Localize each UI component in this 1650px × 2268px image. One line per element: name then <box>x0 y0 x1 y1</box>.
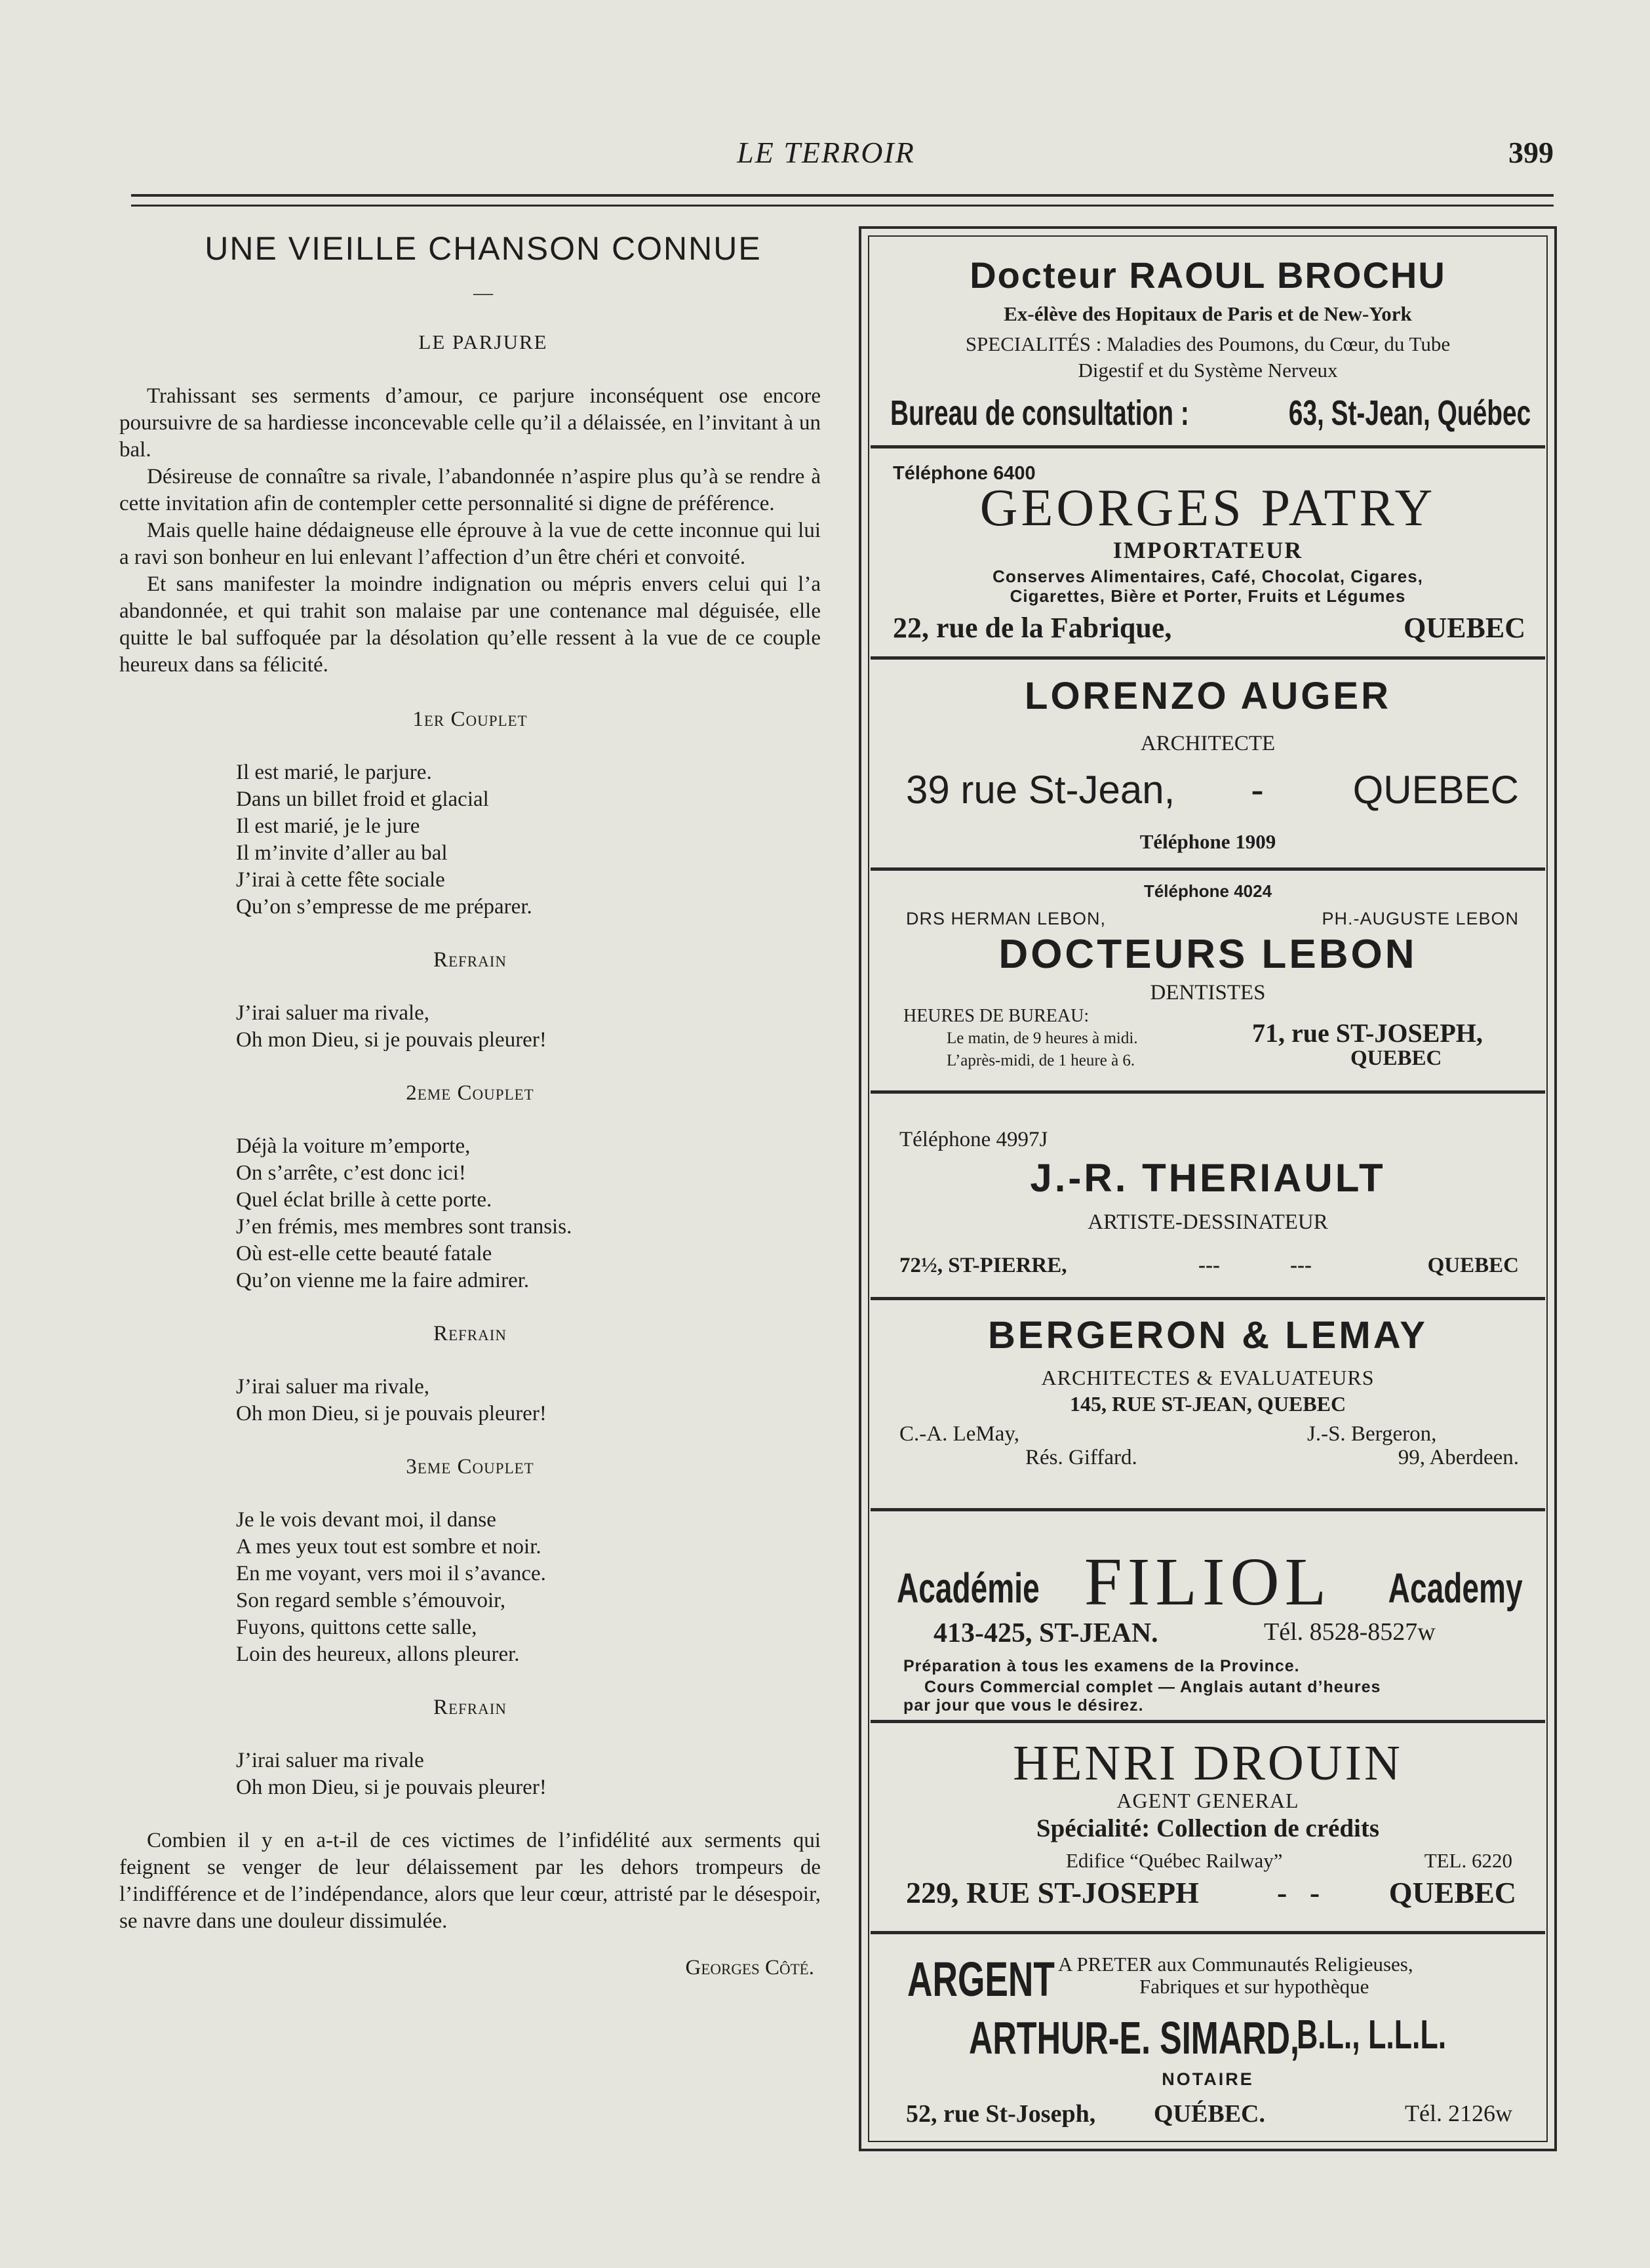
ad-patry-city: QUEBEC <box>1404 612 1525 644</box>
intro-paragraph: Et sans manifester la moindre indignation ou mépris envers celui qui l’a abandonnée, et qui trahit son malaise par une contenance mal déguisée, elle quitte le bal suffoquée par la désolation qu’elle ressent à la vue de ce couple heureux dans sa félicité. <box>119 572 821 677</box>
verse-line: Il est marié, le parjure. <box>236 761 432 784</box>
ad-academie-filiol <box>871 1511 1545 1723</box>
ad-drouin-dashes: - - <box>1277 1876 1320 1909</box>
ad-docteurs-lebon <box>871 871 1545 1094</box>
ad-lebon-left-name: DRS HERMAN LEBON, <box>906 909 1107 928</box>
ad-bergeron-left-2: Rés. Giffard. <box>1025 1446 1137 1469</box>
verse-line: Loin des heureux, allons pleurer. <box>236 1642 520 1666</box>
refrain-3 <box>119 1747 821 1801</box>
header-double-rule <box>131 194 1554 207</box>
couplet-3 <box>119 1507 821 1668</box>
ad-drouin-address: 229, RUE ST-JOSEPH <box>906 1876 1199 1909</box>
ad-auger-phone: Téléphone 1909 <box>1139 830 1276 853</box>
verse-line: Il m’invite d’aller au bal <box>236 841 448 865</box>
ad-bergeron-right-2: 99, Aberdeen. <box>1398 1446 1519 1469</box>
ad-auger-role: ARCHITECTE <box>1140 732 1276 755</box>
ad-theriault-address: 72½, ST-PIERRE, <box>899 1254 1067 1277</box>
ad-simard-argent: ARGENT <box>907 1952 1055 2006</box>
ad-theriault-name: J.-R. THERIAULT <box>1030 1156 1386 1200</box>
ad-filiol-address: 413-425, ST-JEAN. <box>933 1618 1158 1648</box>
ad-simard-degrees: B.L., L.L.L. <box>1297 2012 1447 2058</box>
ad-filiol-note-1: Préparation à tous les examens de la Province. <box>903 1657 1300 1675</box>
verse-line: Oh mon Dieu, si je pouvais pleurer! <box>236 1028 547 1052</box>
ad-auger-name: LORENZO AUGER <box>1025 675 1391 717</box>
ad-brochu-address: 63, St-Jean, Québec <box>1288 393 1531 433</box>
advertisement-panel-inner <box>868 235 1548 2142</box>
title-dash: — <box>473 282 493 304</box>
ad-auger-city: QUEBEC <box>1352 768 1519 812</box>
conclusion-paragraph: Combien il y en a-t-il de ces victimes de l’infidélité aux serments qui feignent se venger de leur délaissement par les dehors trompeurs de l’indifférence et de l’indépendance, alors que leur cœur, attristé par le désespoir, se navre dans une douleur dissimulée. <box>119 1829 821 1933</box>
ad-theriault-dash-2: --- <box>1290 1254 1312 1277</box>
ad-filiol-note-3: par jour que vous le désirez. <box>903 1696 1144 1715</box>
ad-jr-theriault <box>871 1094 1545 1300</box>
ad-lebon-address: 71, rue ST-JOSEPH, <box>1252 1018 1483 1048</box>
verse-line: Qu’on vienne me la faire admirer. <box>236 1269 530 1292</box>
couplet-1-heading: 1er Couplet <box>412 707 528 731</box>
ad-bergeron-role: ARCHITECTES & EVALUATEURS <box>1041 1366 1375 1389</box>
ad-bergeron-left-1: C.-A. LeMay, <box>899 1422 1019 1446</box>
ad-brochu-subtitle: Ex-élève des Hopitaux de Paris et de New-York <box>1004 302 1412 325</box>
verse-line: En me voyant, vers moi il s’avance. <box>236 1562 546 1585</box>
ad-drouin-specialty: Spécialité: Collection de crédits <box>1036 1814 1380 1842</box>
ad-bergeron-lemay <box>871 1300 1545 1511</box>
ad-drouin-building: Edifice “Québec Railway” <box>1066 1849 1283 1872</box>
ad-simard-phone: Tél. 2126w <box>1405 2100 1512 2126</box>
ad-filiol-right: Academy <box>1388 1564 1523 1612</box>
ad-theriault-role: ARTISTE-DESSINATEUR <box>1088 1210 1328 1234</box>
ad-auger-address: 39 rue St-Jean, <box>906 768 1175 812</box>
intro-paragraph: Mais quelle haine dédaigneuse elle éprouve à la vue de cette inconnue qui lui a ravi son bonheur en lui enlevant l’affection d’un être chéri et convoité. <box>119 519 821 569</box>
verse-line: Fuyons, quittons cette salle, <box>236 1616 477 1639</box>
ad-bergeron-right-1: J.-S. Bergeron, <box>1307 1422 1437 1446</box>
ad-lebon-name: DOCTEURS LEBON <box>998 932 1417 977</box>
refrain-1 <box>119 1000 821 1054</box>
verse-line: J’en frémis, mes membres sont transis. <box>236 1215 572 1239</box>
ad-patry-role: IMPORTATEUR <box>1112 537 1303 563</box>
verse-line: Où est-elle cette beauté fatale <box>236 1242 492 1265</box>
refrain-heading: Refrain <box>433 948 507 972</box>
ad-lebon-role: DENTISTES <box>1150 981 1266 1005</box>
refrain-2 <box>119 1374 821 1427</box>
ad-arthur-simard <box>871 1934 1545 2139</box>
ad-patry-phone: Téléphone 6400 <box>893 463 1036 484</box>
couplet-3-heading: 3eme Couplet <box>406 1455 534 1479</box>
running-title: LE TERROIR <box>737 136 915 169</box>
verse-line: Je le vois devant moi, il danse <box>236 1508 496 1532</box>
article <box>119 230 821 1981</box>
ad-henri-drouin <box>871 1723 1545 1934</box>
ad-drouin-role: AGENT GENERAL <box>1116 1789 1299 1812</box>
author-signature: Georges Côté. <box>685 1956 814 1980</box>
ad-lebon-hours-1: Le matin, de 9 heures à midi. <box>947 1029 1138 1047</box>
verse-line: Dans un billet froid et glacial <box>236 787 489 811</box>
couplet-2-heading: 2eme Couplet <box>406 1081 534 1105</box>
ad-bergeron-address: 145, RUE ST-JEAN, QUEBEC <box>1069 1392 1346 1416</box>
verse-line: J’irai saluer ma rivale, <box>236 1375 430 1399</box>
refrain-heading: Refrain <box>433 1696 507 1719</box>
page-number: 399 <box>1508 136 1554 169</box>
couplet-1 <box>119 759 821 921</box>
ad-theriault-phone: Téléphone 4997J <box>899 1128 1048 1151</box>
ad-filiol-name: FILIOL <box>1084 1544 1332 1620</box>
ad-lorenzo-auger <box>871 660 1545 871</box>
ad-lebon-city: QUEBEC <box>1350 1046 1442 1070</box>
verse-line: J’irai saluer ma rivale <box>236 1749 424 1772</box>
intro-paragraph: Trahissant ses serments d’amour, ce parjure inconséquent ose encore poursuivre de sa hardiesse inconcevable celle qu’il a délaissée, en l’invitant à un bal. <box>119 384 821 462</box>
ad-patry-goods-2: Cigarettes, Bière et Porter, Fruits et Légumes <box>1010 586 1406 606</box>
ad-lebon-hours-2: L’après-midi, de 1 heure à 6. <box>947 1052 1135 1069</box>
refrain-heading: Refrain <box>433 1322 507 1345</box>
ad-patry-name: GEORGES PATRY <box>979 479 1436 537</box>
ad-simard-offer-1: A PRETER aux Communautés Religieuses, <box>1058 1953 1413 1976</box>
verse-line: Quel éclat brille à cette porte. <box>236 1188 492 1212</box>
ad-theriault-city: QUEBEC <box>1427 1254 1519 1277</box>
ad-brochu-name: Docteur RAOUL BROCHU <box>970 254 1446 296</box>
ad-simard-city: QUÉBEC. <box>1154 2100 1265 2128</box>
verse-line: Qu’on s’empresse de me préparer. <box>236 895 532 919</box>
ad-brochu-specialites-1: SPECIALITÉS : Maladies des Poumons, du Cœur, du Tube <box>965 332 1451 355</box>
ad-bergeron-name: BERGERON & LEMAY <box>988 1314 1428 1357</box>
ad-lebon-hours-head: HEURES DE BUREAU: <box>903 1006 1090 1026</box>
ad-simard-role: NOTAIRE <box>1162 2069 1254 2089</box>
ad-georges-patry <box>871 448 1545 660</box>
ad-filiol-left: Académie <box>897 1564 1040 1612</box>
ad-drouin-phone: TEL. 6220 <box>1424 1849 1512 1872</box>
running-head <box>0 135 1650 174</box>
verse-line: J’irai saluer ma rivale, <box>236 1001 430 1025</box>
ad-lebon-right-name: PH.-AUGUSTE LEBON <box>1322 909 1519 928</box>
verse-line: J’irai à cette fête sociale <box>236 868 445 892</box>
verse-line: On s’arrête, c’est donc ici! <box>236 1161 466 1185</box>
ad-simard-name: ARTHUR-E. SIMARD, <box>969 2012 1299 2063</box>
article-subtitle: LE PARJURE <box>418 330 548 353</box>
verse-line: Oh mon Dieu, si je pouvais pleurer! <box>236 1776 547 1799</box>
advertisement-panel <box>859 226 1557 2151</box>
ad-drouin-city: QUEBEC <box>1388 1876 1516 1909</box>
ad-drouin-name: HENRI DROUIN <box>1013 1736 1403 1791</box>
ad-filiol-note-2: Cours Commercial complet — Anglais autant d’heures <box>924 1678 1381 1696</box>
ad-auger-separator: - <box>1251 768 1264 812</box>
ad-brochu-bureau: Bureau de consultation : <box>890 393 1189 433</box>
intro-paragraph: Désireuse de connaître sa rivale, l’abandonnée n’aspire plus qu’à se rendre à cette invitation afin de contempler cette personnalité si digne de préférence. <box>119 465 821 515</box>
verse-line: Oh mon Dieu, si je pouvais pleurer! <box>236 1402 547 1425</box>
ad-patry-address: 22, rue de la Fabrique, <box>893 612 1172 644</box>
ad-brochu-specialites-2: Digestif et du Système Nerveux <box>1078 359 1338 382</box>
ad-patry-goods-1: Conserves Alimentaires, Café, Chocolat, Cigares, <box>992 567 1423 586</box>
ad-simard-address: 52, rue St-Joseph, <box>906 2100 1096 2128</box>
verse-line: Son regard semble s’émouvoir, <box>236 1589 506 1612</box>
ad-docteur-brochu <box>871 237 1545 448</box>
verse-line: Déjà la voiture m’emporte, <box>236 1134 471 1158</box>
couplet-2 <box>119 1133 821 1294</box>
verse-line: Il est marié, je le jure <box>236 814 420 838</box>
ad-simard-offer-2: Fabriques et sur hypothèque <box>1139 1975 1369 1998</box>
verse-line: A mes yeux tout est sombre et noir. <box>236 1535 541 1559</box>
ad-lebon-phone: Téléphone 4024 <box>1143 881 1272 901</box>
ad-theriault-dash-1: --- <box>1198 1254 1220 1277</box>
article-title: UNE VIEILLE CHANSON CONNUE <box>205 230 762 267</box>
ad-filiol-phone: Tél. 8528-8527w <box>1264 1618 1436 1646</box>
